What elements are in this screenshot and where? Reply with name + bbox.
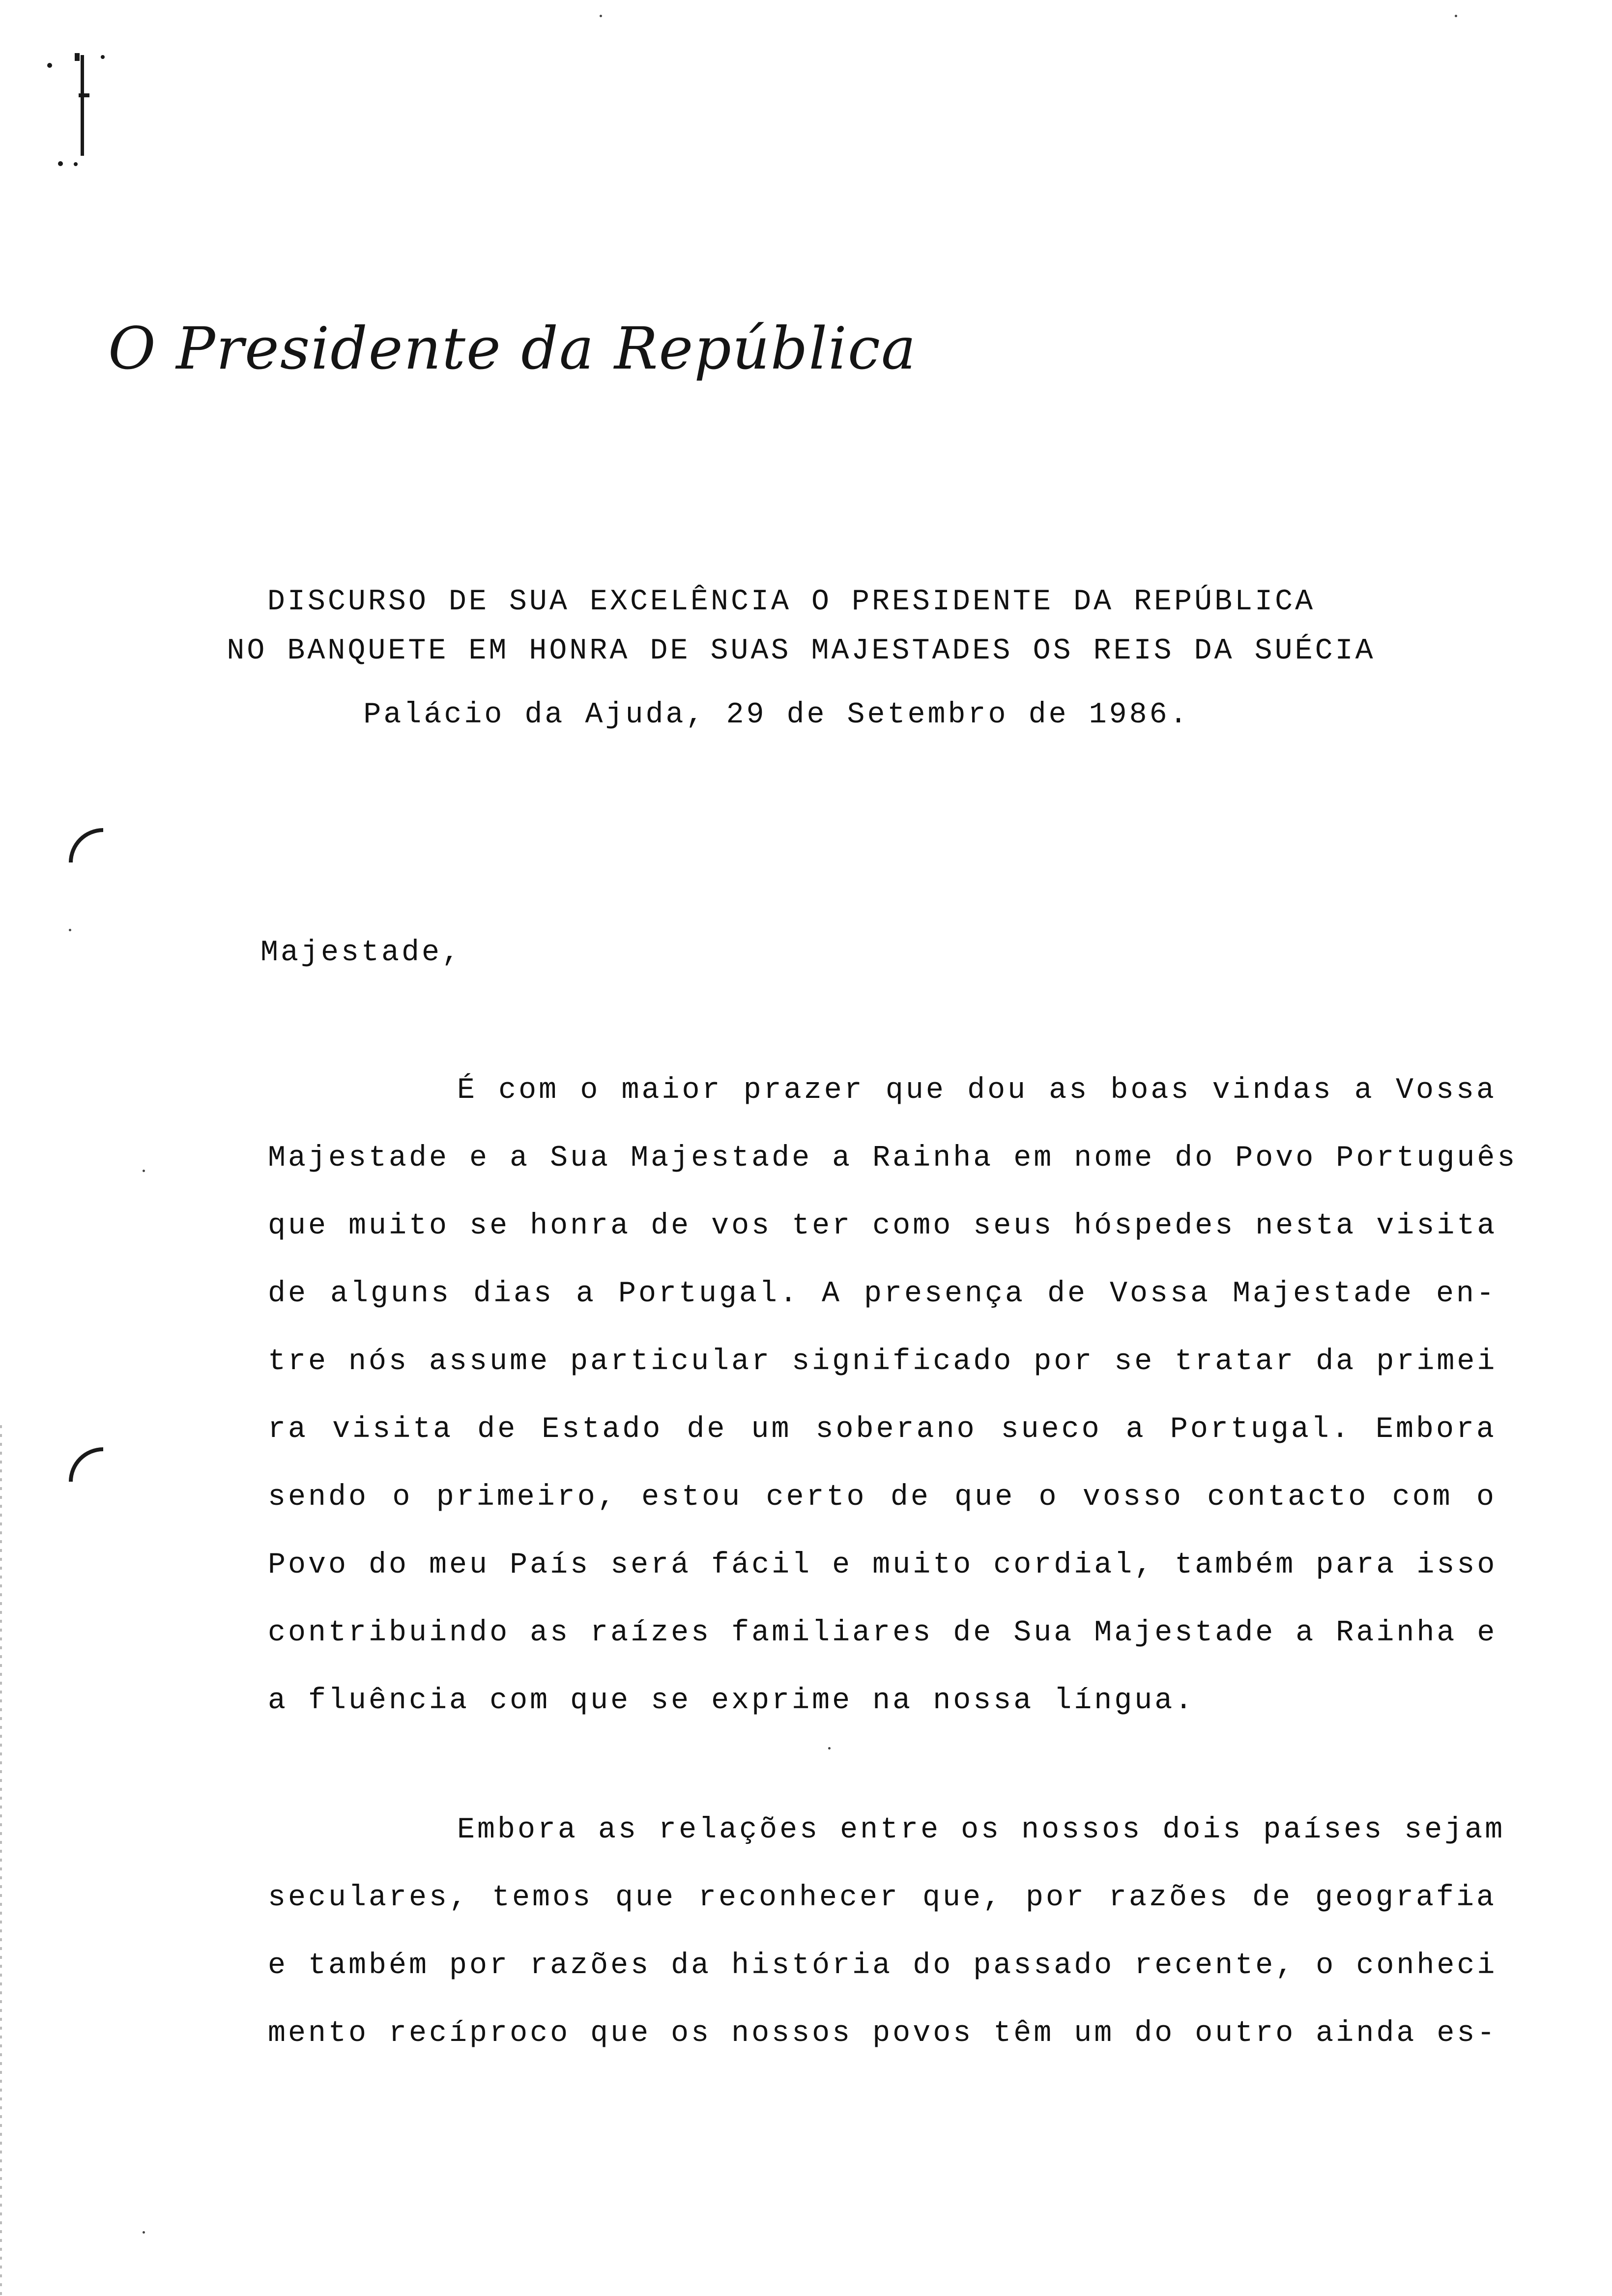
title-location-date: Palácio da Ajuda, 29 de Setembro de 1986. bbox=[363, 698, 1190, 732]
speech-title bbox=[0, 585, 1612, 747]
speck bbox=[143, 2231, 145, 2234]
paragraph bbox=[268, 1796, 1505, 2067]
binding-dot bbox=[47, 63, 52, 68]
binding-mark bbox=[75, 53, 80, 61]
text-line: seculares, temos que reconhecer que, por razões de geografia bbox=[268, 1881, 1497, 1915]
paragraph bbox=[268, 1057, 1518, 1735]
speck bbox=[1455, 15, 1457, 17]
text-line: sendo o primeiro, estou certo de que o vosso contacto com o bbox=[268, 1481, 1497, 1514]
binding-dot bbox=[74, 162, 78, 166]
text-line: a fluência com que se exprime na nossa língua. bbox=[268, 1684, 1195, 1718]
speck bbox=[600, 15, 602, 17]
speck bbox=[69, 929, 71, 931]
scan-edge bbox=[0, 1425, 2, 2296]
text-line: tre nós assume particular significado por se tratar da primei bbox=[268, 1345, 1497, 1378]
text-line: que muito se honra de vos ter como seus hóspedes nesta visita bbox=[268, 1209, 1497, 1243]
binding-mark bbox=[79, 93, 89, 97]
text-line: de alguns dias a Portugal. A presença de Vossa Majestade en- bbox=[268, 1277, 1497, 1311]
punch-hole-mark bbox=[69, 1447, 103, 1482]
text-line: e também por razões da história do passado recente, o conheci bbox=[268, 1949, 1497, 1982]
text-line: mento recíproco que os nossos povos têm um do outro ainda es- bbox=[268, 2017, 1497, 2050]
punch-hole-mark bbox=[69, 828, 103, 862]
text-line: Embora as relações entre os nossos dois países sejam bbox=[457, 1813, 1505, 1847]
speck bbox=[143, 1170, 145, 1172]
title-line: DISCURSO DE SUA EXCELÊNCIA O PRESIDENTE DA REPÚBLICA bbox=[267, 585, 1316, 619]
salutation: Majestade, bbox=[260, 936, 462, 970]
text-line: É com o maior prazer que dou as boas vindas a Vossa bbox=[457, 1074, 1497, 1107]
letterhead: O Presidente da República bbox=[108, 315, 917, 382]
binding-mark bbox=[81, 55, 84, 156]
text-line: Povo do meu País será fácil e muito cordial, também para isso bbox=[268, 1549, 1497, 1582]
text-line: Majestade e a Sua Majestade a Rainha em nome do Povo Português bbox=[268, 1142, 1518, 1175]
binding-dot bbox=[101, 55, 105, 59]
speck bbox=[828, 1747, 831, 1750]
title-line: NO BANQUETE EM HONRA DE SUAS MAJESTADES OS REIS DA SUÉCIA bbox=[227, 634, 1376, 668]
text-line: contribuindo as raízes familiares de Sua Majestade a Rainha e bbox=[268, 1616, 1497, 1650]
text-line: ra visita de Estado de um soberano sueco a Portugal. Embora bbox=[268, 1413, 1497, 1446]
binding-dot bbox=[58, 161, 63, 166]
